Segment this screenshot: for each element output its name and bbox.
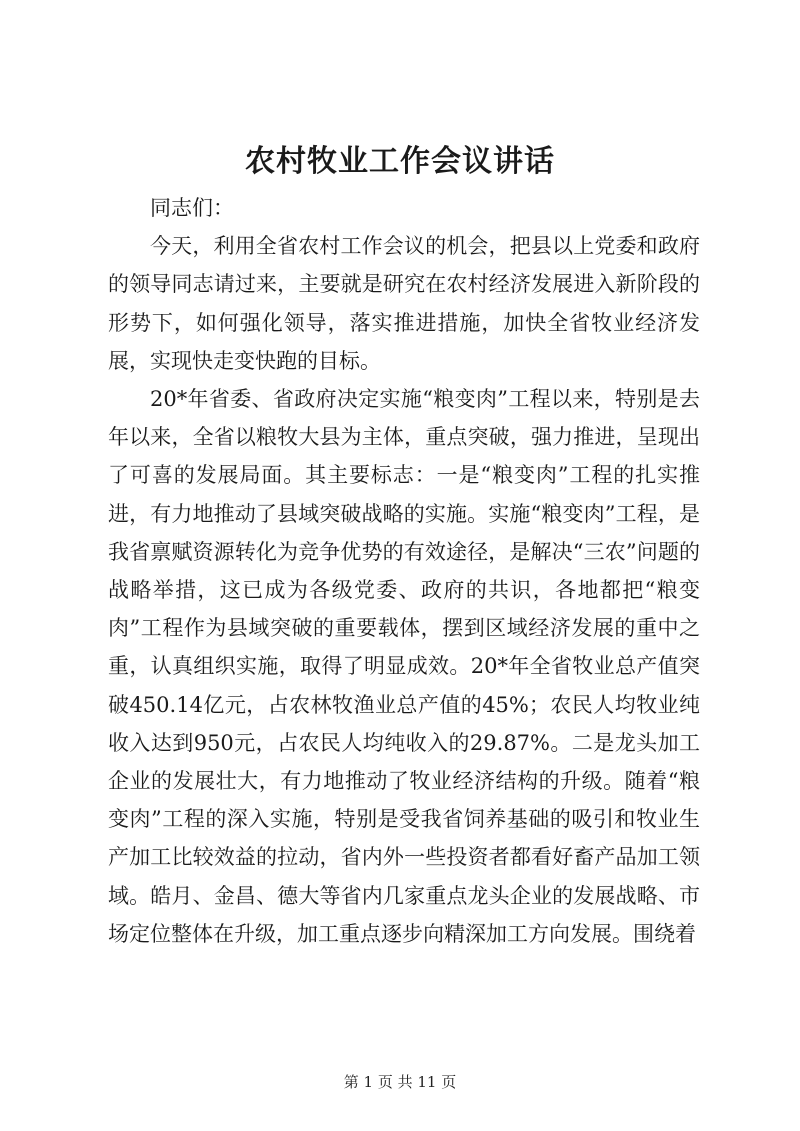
salutation: 同志们：: [150, 196, 234, 220]
paragraph: 20*年省委、省政府决定实施“粮变肉”工程以来，特别是去年以来，全省以粮牧大县为主体，重点突破，强力推进，呈现出了可喜的发展局面。其主要标志：一是“粮变肉”工程的扎实推进，有力地推动了县域突破战略的实施。实施“粮变肉”工程，是我省禀赋资源转化为竞争优势的有效途径，是解决“三农”问题的战略举措，这已成为各级党委、政府的共识，各地都把“粮变肉”工程作为县域突破的重要载体，摆到区域经济发展的重中之重，认真组织实施，取得了明显成效。20*年全省牧业总产值突破450.14亿元，占农林牧渔业总产值的45%；农民人均牧业纯收入达到950元，占农民人均纯收入的29.87%。二是龙头加工企业的发展壮大，有力地推动了牧业经济结构的升级。随着“粮变肉”工程的深入实施，特别是受我省饲养基础的吸引和牧业生产加工比较效益的拉动，省内外一些投资者都看好畜产品加工领域。皓月、金昌、德大等省内几家重点龙头企业的发展战略、市场定位整体在升级，加工重点逐步向精深加工方向发展。围绕着: [108, 387, 700, 946]
document-title: 农村牧业工作会议讲话: [245, 144, 555, 179]
document-body: [108, 189, 700, 953]
paragraph: 今天，利用全省农村工作会议的机会，把县以上党委和政府的领导同志请过来，主要就是研究在农村经济发展进入新阶段的形势下，如何强化领导，落实推进措施，加快全省牧业经济发展，实现快走变快跑的目标。: [108, 234, 700, 373]
page-number: 第 1 页 共 11 页: [343, 1073, 457, 1091]
